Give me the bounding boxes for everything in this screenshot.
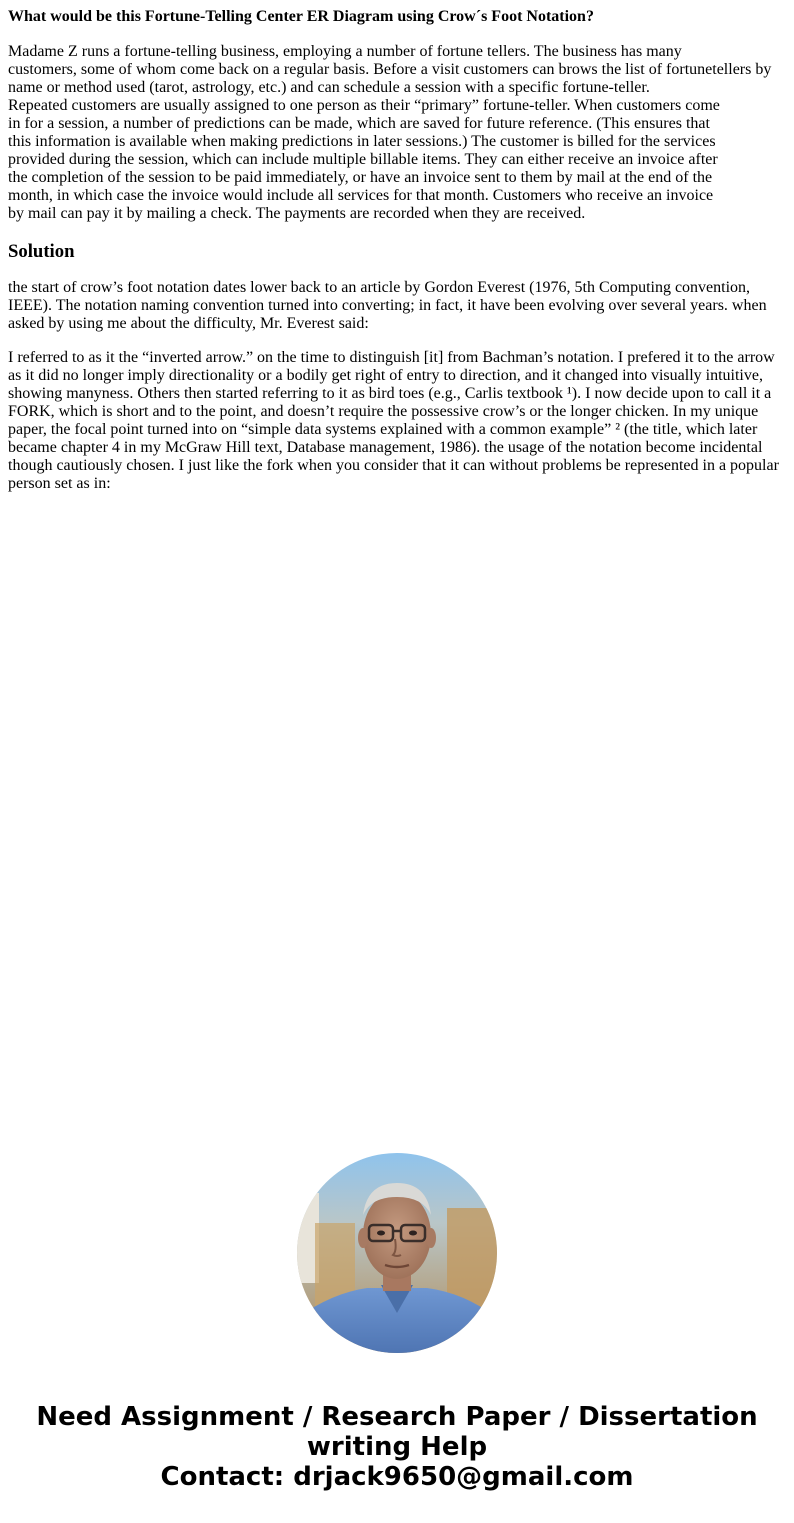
question-line: provided during the session, which can include multiple billable items. They can either receive an invoice after (8, 151, 718, 168)
contact-email: Contact: drjack9650@gmail.com (160, 1462, 634, 1492)
contact-line-2: writing Help (306, 1432, 488, 1462)
question-title: What would be this Fortune-Telling Center ER Diagram using Crow´s Foot Notation? (8, 8, 594, 25)
solution-paragraph-1 (8, 279, 784, 333)
question-line: Repeated customers are usually assigned to one person as their “primary” fortune-teller. When customers come (8, 97, 720, 114)
author-photo (297, 1153, 497, 1353)
contact-line-1: Need Assignment / Research Paper / Dissertation (36, 1402, 758, 1432)
solution-line: showing manyness. Others then started referring to it as bird toes (e.g., Carlis textbook ¹). I now decide upon to call it a (8, 385, 772, 402)
question-body (8, 43, 784, 223)
solution-line: became chapter 4 in my McGraw Hill text, Database management, 1986). the usage of the notation become incidental (8, 439, 763, 456)
solution-line: paper, the focal point turned into on “simple data systems explained with a common example” ² (the title, which later (8, 421, 758, 438)
question-line: by mail can pay it by mailing a check. The payments are recorded when they are received. (8, 205, 586, 222)
question-line: in for a session, a number of predictions can be made, which are saved for future reference. (This ensures that (8, 115, 710, 132)
author-avatar (297, 1153, 497, 1353)
solution-line: person set as in: (8, 475, 111, 492)
contact-banner (0, 1402, 794, 1492)
solution-line: FORK, which is short and to the point, and doesn’t require the possessive crow’s or the longer chicken. In my unique (8, 403, 759, 420)
solution-line: as it did no longer imply directionality or a bodily get right of entry to direction, and it changed into visually intuitive, (8, 367, 763, 384)
solution-paragraph-2 (8, 349, 784, 493)
solution-heading: Solution (8, 241, 75, 262)
solution-line: I referred to as it the “inverted arrow.” on the time to distinguish [it] from Bachman’s notation. I prefered it to the arrow (8, 349, 775, 366)
question-line: month, in which case the invoice would include all services for that month. Customers who receive an invoice (8, 187, 714, 204)
solution-line: asked by using me about the difficulty, Mr. Everest said: (8, 315, 369, 332)
question-line: customers, some of whom come back on a regular basis. Before a visit customers can brows the list of fortunetellers by (8, 61, 772, 78)
question-line: name or method used (tarot, astrology, etc.) and can schedule a session with a specific fortune-teller. (8, 79, 650, 96)
solution-line: IEEE). The notation naming convention turned into converting; in fact, it have been evolving over several years. when (8, 297, 767, 314)
question-line: Madame Z runs a fortune-telling business, employing a number of fortune tellers. The business has many (8, 43, 682, 60)
question-line: the completion of the session to be paid immediately, or have an invoice sent to them by mail at the end of the (8, 169, 713, 186)
article (8, 8, 784, 493)
solution-line: though cautiously chosen. I just like the fork when you consider that it can without problems be represented in a popular (8, 457, 779, 474)
question-line: this information is available when making predictions in later sessions.) The customer is billed for the services (8, 133, 716, 150)
solution-line: the start of crow’s foot notation dates lower back to an article by Gordon Everest (1976, 5th Computing convention, (8, 279, 751, 296)
